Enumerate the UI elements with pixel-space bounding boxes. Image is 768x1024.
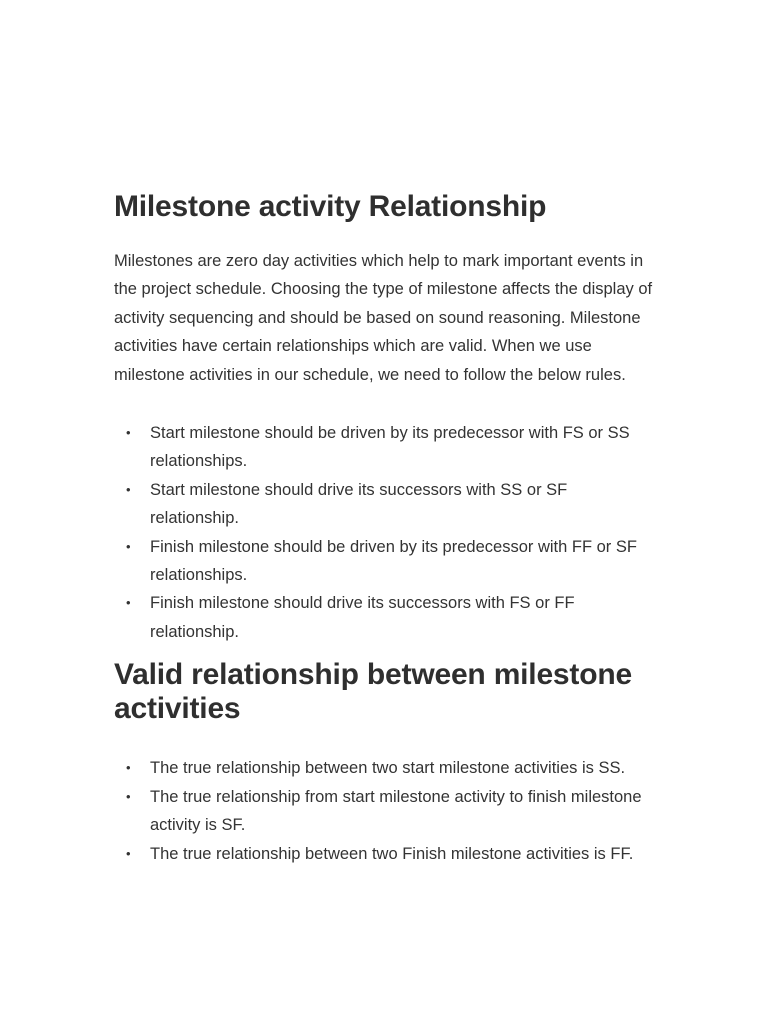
valid-relationships-list xyxy=(114,754,658,868)
list-item xyxy=(126,476,658,533)
list-item-text: The true relationship between two Finish milestone activities is FF. xyxy=(150,844,634,863)
list-item-text: Finish milestone should be driven by its predecessor with FF or SF relationships. xyxy=(150,537,637,585)
list-item-text: Finish milestone should drive its successors with FS or FF relationship. xyxy=(150,594,575,641)
list-item xyxy=(126,419,658,476)
bullet-icon: • xyxy=(126,481,131,497)
section-heading-valid-relationship: Valid relationship between milestone activities xyxy=(114,658,632,726)
bullet-icon: • xyxy=(126,760,131,776)
list-item xyxy=(126,589,658,646)
list-item xyxy=(126,754,658,782)
list-item xyxy=(126,840,658,868)
bullet-icon: • xyxy=(126,425,131,441)
bullet-icon: • xyxy=(126,845,131,861)
bullet-icon: • xyxy=(126,788,131,804)
list-item-text: The true relationship between two start milestone activities is SS. xyxy=(150,759,626,778)
list-item-text: The true relationship from start milestone activity to finish milestone activity is SF. xyxy=(150,787,642,835)
list-item xyxy=(126,533,658,590)
rules-list xyxy=(114,419,658,646)
list-item-text: Start milestone should drive its successors with SS or SF relationship. xyxy=(150,480,568,528)
bullet-icon: • xyxy=(126,538,131,554)
list-item xyxy=(126,783,658,840)
intro-paragraph: Milestones are zero day activities which help to mark important events in the project schedule. Choosing the type of milestone affects the display of activity sequencing and should be based on sound reasoning. Milestone activities have certain relationships which are valid. When we use milestone activities in our schedule, we need to follow the below rules. xyxy=(114,252,653,384)
list-item-text: Start milestone should be driven by its predecessor with FS or SS relationships. xyxy=(150,424,630,471)
section-heading-milestone-relationship: Milestone activity Relationship xyxy=(114,190,547,223)
bullet-icon: • xyxy=(126,595,131,611)
